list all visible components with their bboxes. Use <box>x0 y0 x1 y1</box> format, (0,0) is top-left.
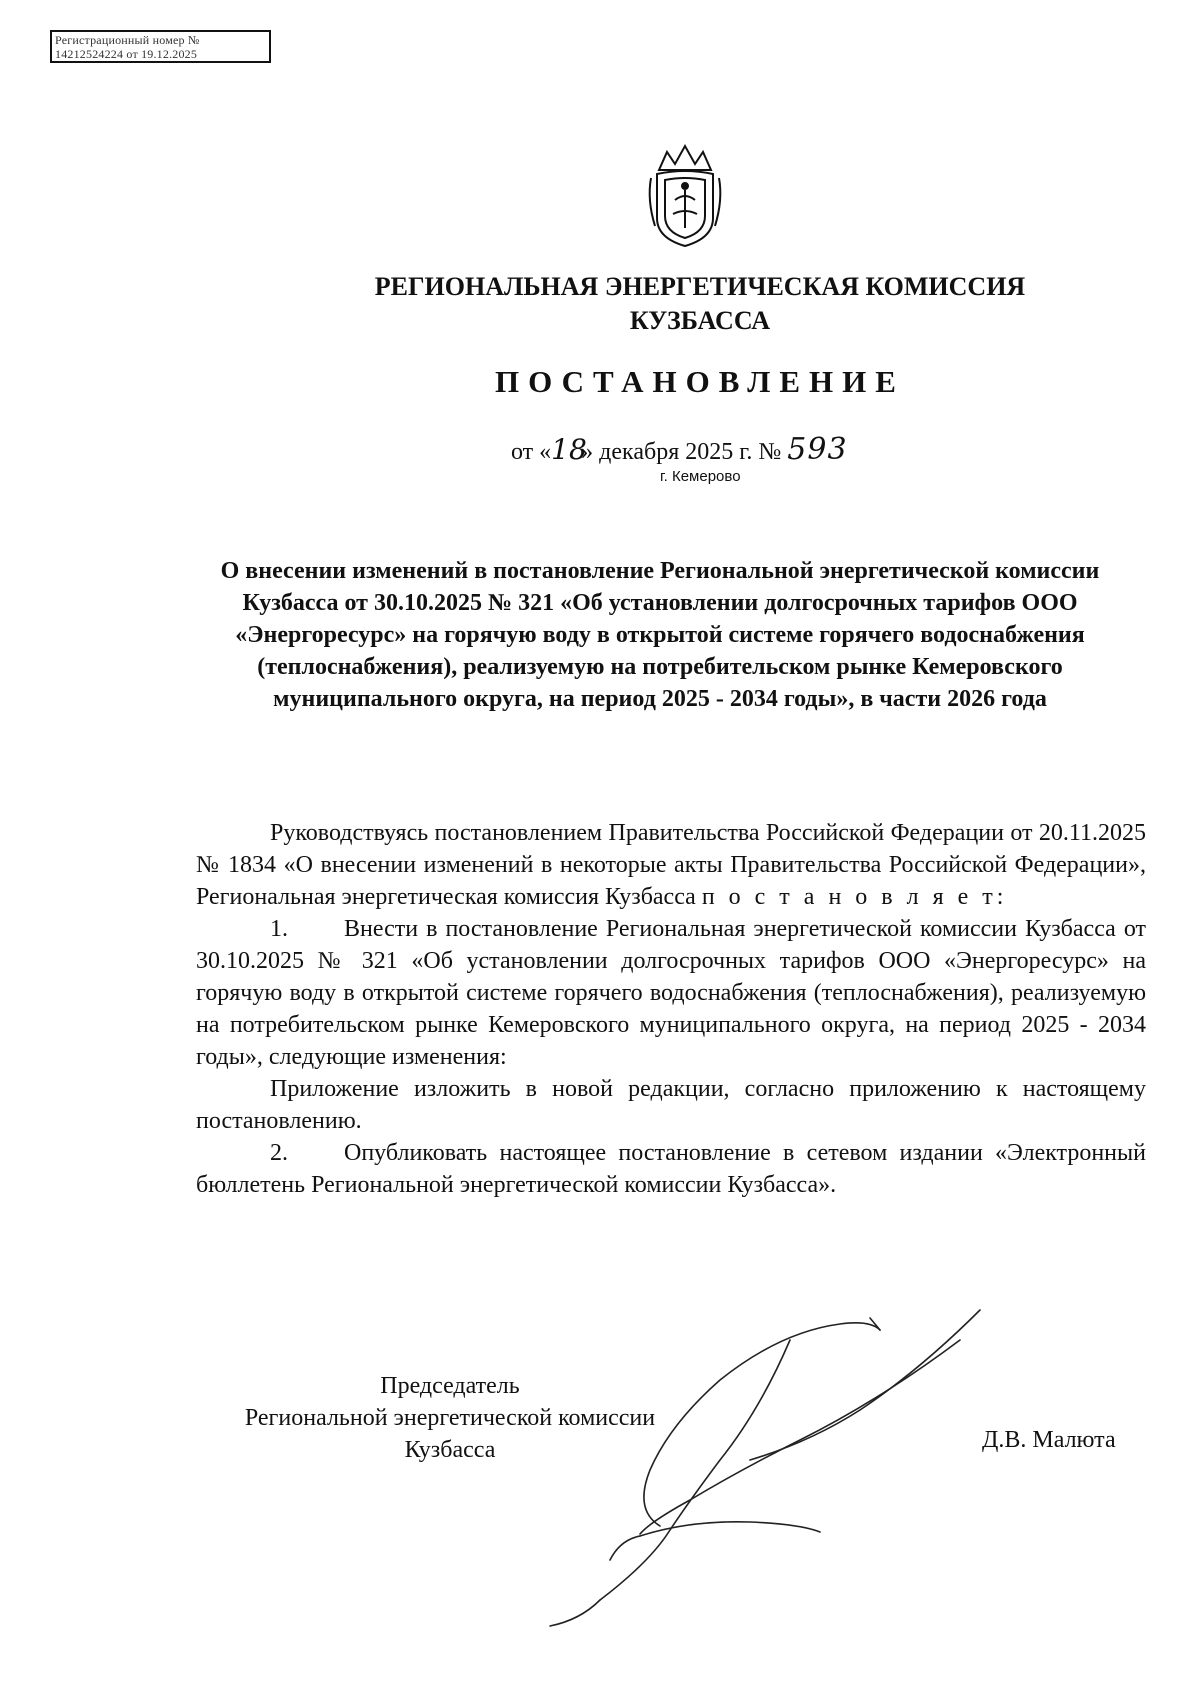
handwritten-signature <box>540 1300 1000 1630</box>
item-2-paragraph <box>196 1137 1146 1201</box>
item-1-paragraph <box>196 913 1146 1073</box>
decree-number-handwritten: 593 <box>787 432 848 467</box>
item-2-text: Опубликовать настоящее постановление в сетевом издании «Электронный бюллетень Региональной энергетической комиссии Кузбасса». <box>196 1140 1146 1198</box>
decree-subject: О внесении изменений в постановление Региональной энергетической комиссии Кузбасса от 30.10.2025 № 321 «Об установлении долгосрочных тарифов ООО «Энергоресурс» на горячую воду в открытой системе горячего водоснабжения (теплоснабжения), реализуемую на потребительском рынке Кемеровского муниципального округа, на период 2025 - 2034 годы», в части 2026 года <box>220 558 1100 712</box>
organization-title-line2: КУЗБАССА <box>629 306 771 335</box>
date-middle: » декабря 2025 г. № <box>581 439 782 465</box>
signatory-position-line1: Председатель <box>380 1373 520 1399</box>
signatory-name: Д.В. Малюта <box>982 1427 1116 1453</box>
decides-word: п о с т а н о в л я е т: <box>701 884 1008 910</box>
decree-date-line <box>511 432 848 467</box>
item-1-sub-paragraph: Приложение изложить в новой редакции, согласно приложению к настоящему постановлению. <box>196 1076 1146 1134</box>
item-2-label: 2. <box>270 1140 288 1166</box>
kuzbass-coat-of-arms-icon <box>645 140 725 250</box>
decree-body <box>196 817 1146 1201</box>
organization-title-line1: РЕГИОНАЛЬНАЯ ЭНЕРГЕТИЧЕСКАЯ КОМИССИЯ <box>374 272 1026 301</box>
preamble-paragraph <box>196 817 1146 913</box>
item-1-label: 1. <box>270 916 288 942</box>
date-day-handwritten: 18 <box>551 433 587 466</box>
registration-stamp-line1: Регистрационный номер № <box>55 33 200 47</box>
registration-stamp <box>50 30 271 63</box>
signatory-position-line2: Региональной энергетической комиссии <box>244 1405 656 1431</box>
decree-title: ПОСТАНОВЛЕНИЕ <box>495 364 905 399</box>
registration-stamp-line2: 14212524224 от 19.12.2025 <box>55 47 198 61</box>
date-prefix: от « <box>511 439 552 465</box>
decree-city: г. Кемерово <box>660 468 741 485</box>
preamble-text: Руководствуясь постановлением Правительства Российской Федерации от 20.11.2025 № 1834 «О внесении изменений в некоторые акты Правительства Российской Федерации», Региональная энергетическая комиссия Кузбасса <box>196 820 1146 910</box>
item-1-text: Внести в постановление Региональная энергетической комиссии Кузбасса от 30.10.2025 № 321 «Об установлении долгосрочных тарифов ООО «Энергоресурс» на горячую воду в открытой системе горячего водоснабжения (теплоснабжения), реализуемую на потребительском рынке Кемеровского муниципального округа, на период 2025 - 2034 годы», следующие изменения: <box>196 916 1146 1070</box>
organization-title <box>200 270 1200 338</box>
signatory-position-line3: Кузбасса <box>404 1437 496 1463</box>
